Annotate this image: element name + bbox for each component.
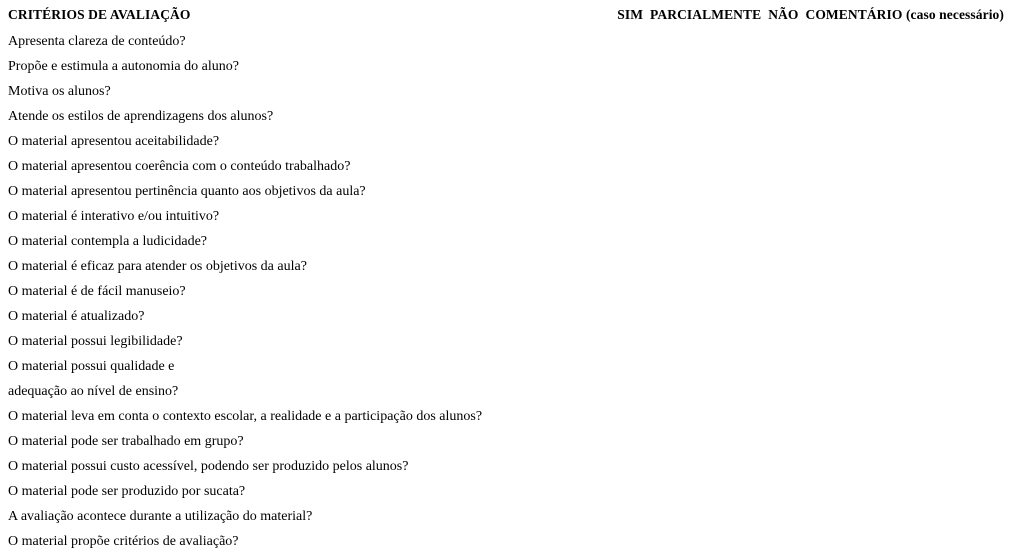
criterion-item: Propõe e estimula a autonomia do aluno? [8, 59, 239, 74]
criterion-item: O material apresentou coerência com o conteúdo trabalhado? [8, 159, 351, 174]
criterion-item: O material contempla a ludicidade? [8, 234, 208, 249]
column-header-sim: SIM [617, 7, 644, 22]
criterion-item: O material possui custo acessível, podendo ser produzido pelos alunos? [8, 459, 409, 474]
criterion-item: O material é interativo e/ou intuitivo? [8, 209, 220, 224]
criteria-heading: CRITÉRIOS DE AVALIAÇÃO [8, 7, 191, 22]
criterion-item-continuation: adequação ao nível de ensino? [8, 384, 179, 399]
criterion-item: A avaliação acontece durante a utilização do material? [8, 509, 313, 524]
criterion-item: Atende os estilos de aprendizagens dos alunos? [8, 109, 274, 124]
criteria-list [8, 32, 482, 557]
header-row [8, 7, 1006, 27]
criterion-item: O material apresentou pertinência quanto aos objetivos da aula? [8, 184, 366, 199]
criterion-item: O material pode ser produzido por sucata? [8, 484, 246, 499]
criterion-item: O material leva em conta o contexto escolar, a realidade e a participação dos alunos? [8, 409, 483, 424]
criterion-item: Motiva os alunos? [8, 84, 111, 99]
column-header-nao: NÃO [768, 7, 799, 22]
criterion-item: Apresenta clareza de conteúdo? [8, 34, 186, 49]
criterion-item: O material possui legibilidade? [8, 334, 183, 349]
criterion-item: O material apresentou aceitabilidade? [8, 134, 220, 149]
rating-column-headers [617, 7, 1004, 23]
criterion-item: O material propõe critérios de avaliação? [8, 534, 239, 549]
criterion-item: O material é eficaz para atender os objetivos da aula? [8, 259, 307, 274]
criterion-item: O material é de fácil manuseio? [8, 284, 186, 299]
column-header-comentario: COMENTÁRIO (caso necessário) [805, 7, 1004, 22]
criterion-item: O material pode ser trabalhado em grupo? [8, 434, 244, 449]
criterion-item: O material é atualizado? [8, 309, 145, 324]
criterion-item: O material possui qualidade e [8, 359, 175, 374]
column-header-parcialmente: PARCIALMENTE [650, 7, 762, 22]
